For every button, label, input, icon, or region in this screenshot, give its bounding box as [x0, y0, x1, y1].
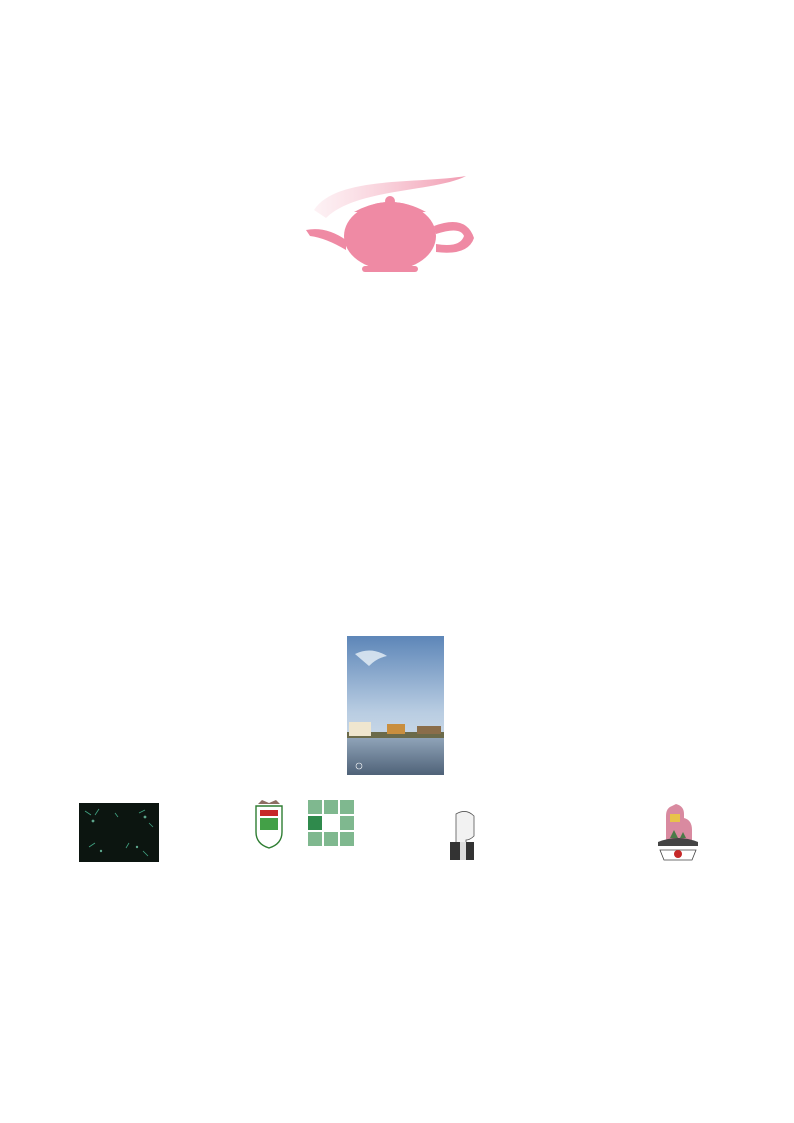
teapot-pattern-top [0, 0, 794, 62]
te-delle-5-logo [296, 80, 496, 280]
book-cover-image [347, 636, 444, 775]
teapot-pattern-bottom [0, 884, 794, 1123]
statue-head-icon [450, 811, 474, 860]
comune-crest-icon [256, 800, 282, 848]
unione-grid-icon [308, 800, 354, 846]
framestorming-logo [79, 803, 159, 862]
comune-unione-logos [240, 798, 380, 864]
nuraghe-circle-logo [652, 802, 704, 862]
inarte-logo [448, 808, 552, 862]
